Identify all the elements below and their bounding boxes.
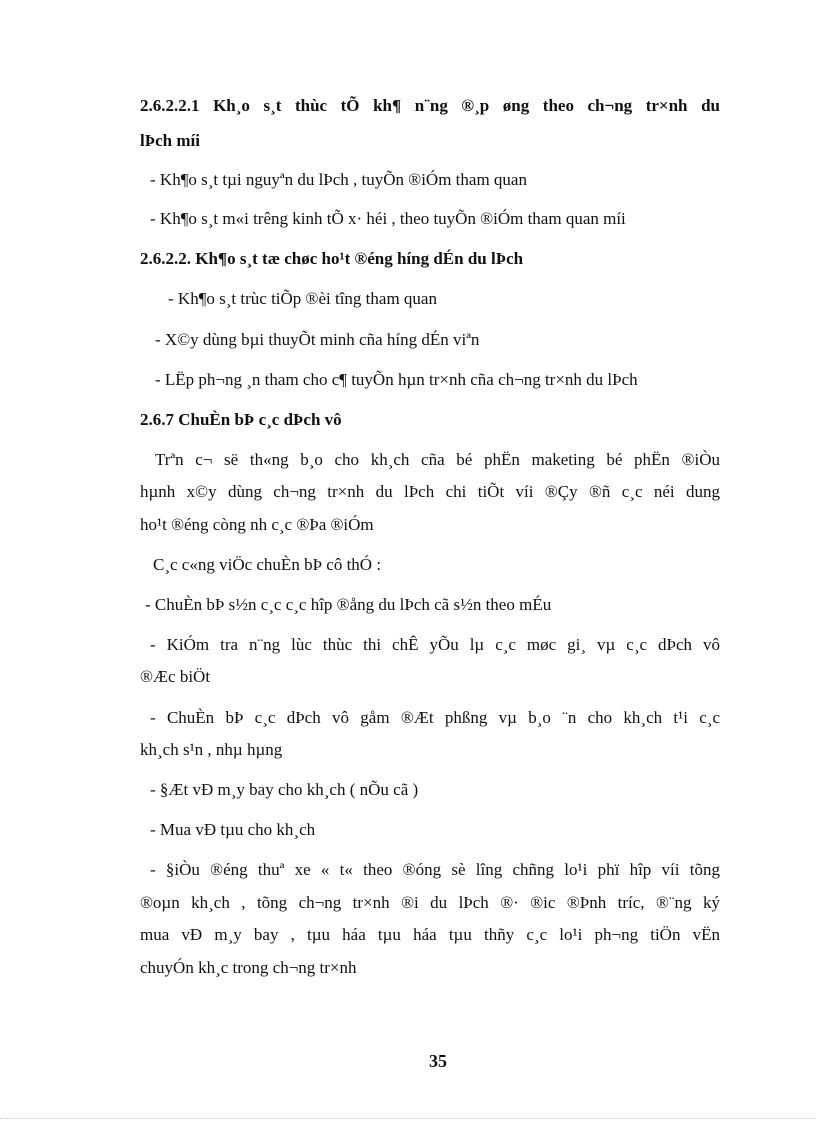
heading-2-6-2-2-1: 2.6.2.2.1 Kh¸o s¸t thùc tÕ kh¶ n¨ng ®¸p øng theo ch¬ng tr×nh du bbox=[140, 96, 720, 115]
bullet-line-cont: mua vÐ m¸y bay , tµu háa tµu háa tµu thñy c¸c lo¹i ph¬ng tiÖn vËn bbox=[140, 925, 720, 944]
heading-2-6-7: 2.6.7 ChuÈn bÞ c¸c dÞch vô bbox=[140, 410, 342, 429]
paragraph-line: C¸c c«ng viÖc chuÈn bÞ cô thÓ : bbox=[153, 555, 382, 574]
bullet-line: - Kh¶o s¸t tµi nguyªn du lÞch , tuyÕn ®iÓm tham quan bbox=[150, 170, 527, 189]
bullet-line: - Kh¶o s¸t m«i trêng kinh tÕ x· héi , theo tuyÕn ®iÓm tham quan míi bbox=[150, 209, 626, 228]
bullet-line: - Mua vÐ tµu cho kh¸ch bbox=[150, 820, 316, 839]
paragraph-line: ho¹t ®éng còng nh c¸c ®Þa ®iÓm bbox=[140, 515, 374, 534]
bullet-line: - LËp ph¬ng ¸n tham cho c¶ tuyÕn hµn tr×nh cña ch¬ng tr×nh du lÞch bbox=[155, 370, 638, 389]
page-bottom-rule bbox=[0, 1118, 816, 1119]
bullet-line-cont: kh¸ch s¹n , nhµ hµng bbox=[140, 740, 283, 759]
bullet-line: - §iÒu ®éng thuª xe « t« theo ®óng sè lîng chñng lo¹i phï hîp víi tõng bbox=[150, 860, 720, 879]
page-number: 35 bbox=[429, 1051, 447, 1071]
bullet-line-cont: chuyÓn kh¸c trong ch¬ng tr×nh bbox=[140, 958, 357, 977]
bullet-line: - X©y dùng bµi thuyÕt minh cña híng dÉn viªn bbox=[155, 330, 480, 349]
heading-2-6-2-2-1-cont: lÞch míi bbox=[140, 131, 200, 150]
bullet-line-cont: ®oµn kh¸ch , tõng ch¬ng tr×nh ®i du lÞch ®· ®ic ®Þnh tríc, ®¨ng ký bbox=[140, 893, 720, 912]
bullet-line: - §Æt vÐ m¸y bay cho kh¸ch ( nÕu cã ) bbox=[150, 780, 419, 799]
bullet-line: - ChuÈn bÞ s½n c¸c c¸c hîp ®ång du lÞch cã s½n theo mÉu bbox=[145, 595, 552, 614]
bullet-line: - ChuÈn bÞ c¸c dÞch vô gåm ®Æt phßng vµ b¸o ¨n cho kh¸ch t¹i c¸c bbox=[150, 708, 720, 727]
bullet-line: - KiÓm tra n¨ng lùc thùc thi chÊ yÕu lµ c¸c møc gi¸ vµ c¸c dÞch vô bbox=[150, 635, 720, 654]
heading-2-6-2-2: 2.6.2.2. Kh¶o s¸t tæ chøc ho¹t ®éng híng dÉn du lÞch bbox=[140, 249, 524, 268]
paragraph-line: hµnh x©y dùng ch¬ng tr×nh du lÞch chi tiÕt víi ®Çy ®ñ c¸c néi dung bbox=[140, 482, 720, 501]
paragraph-line: Trªn c¬ së th«ng b¸o cho kh¸ch cña bé phËn maketing bé phËn ®iÒu bbox=[155, 450, 720, 469]
bullet-line: - Kh¶o s¸t trùc tiÕp ®èi tîng tham quan bbox=[168, 289, 437, 308]
bullet-line-cont: ®Æc biÖt bbox=[140, 667, 211, 686]
